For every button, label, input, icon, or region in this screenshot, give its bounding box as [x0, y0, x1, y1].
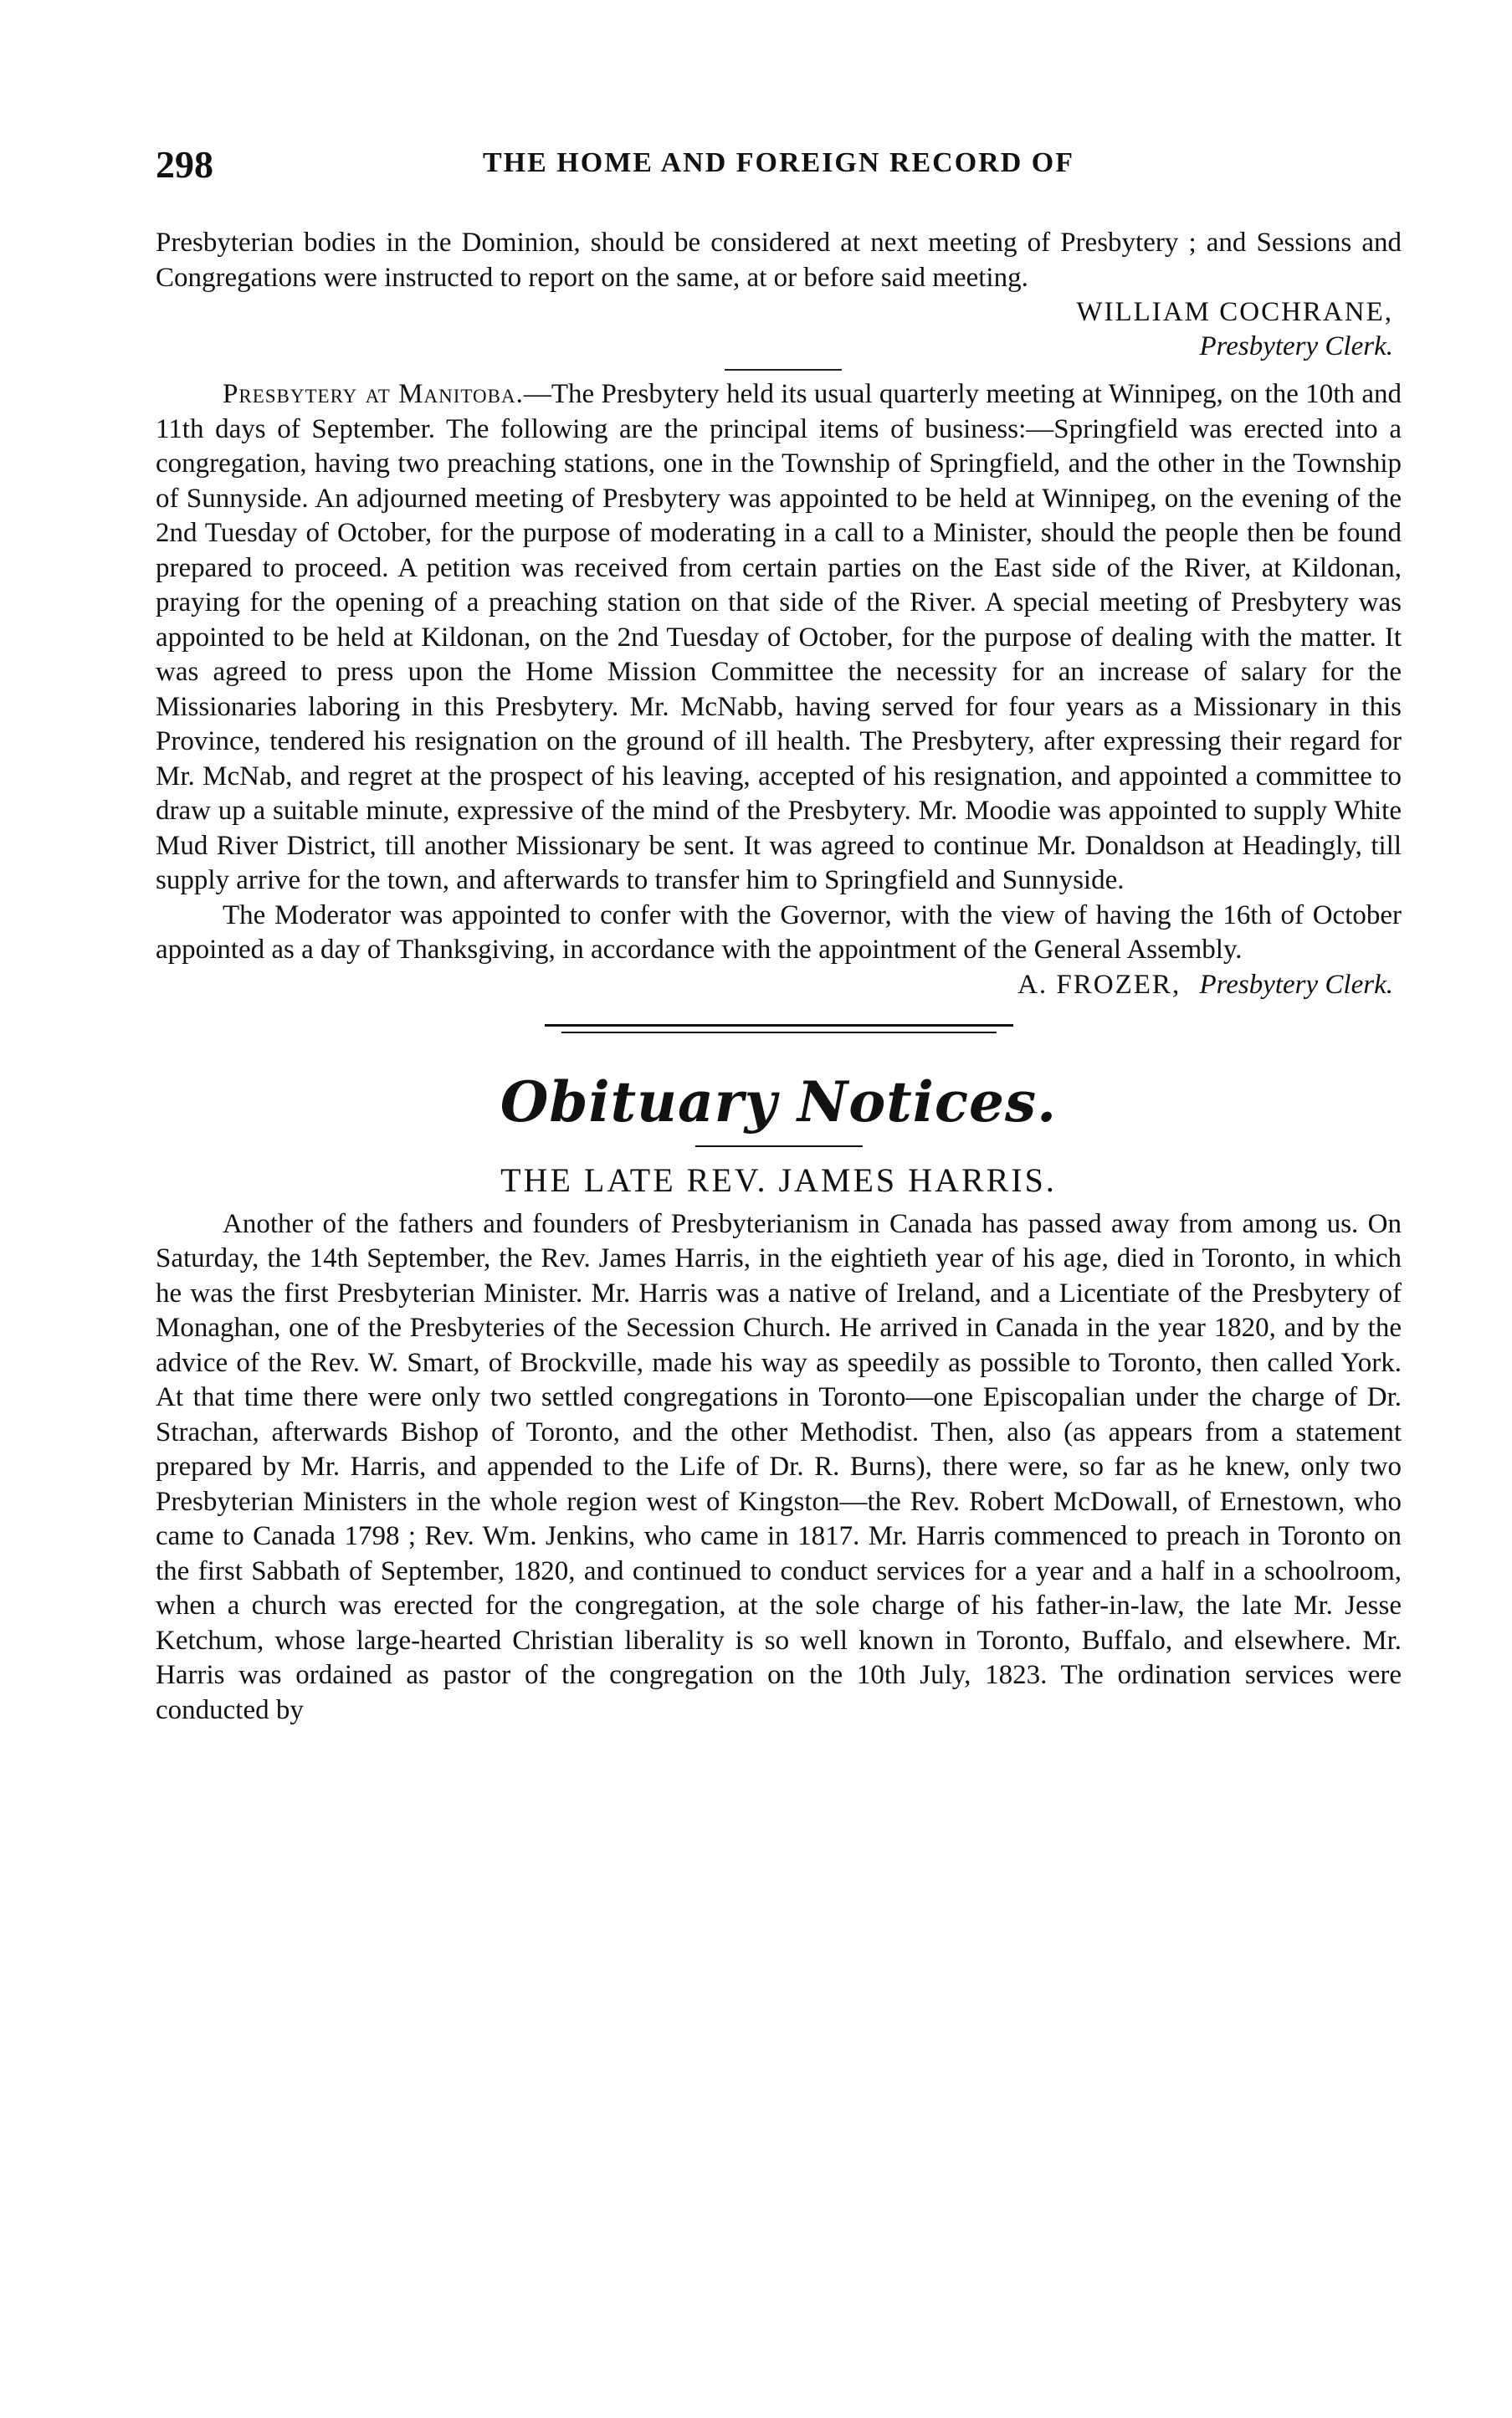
signature-name: WILLIAM COCHRANE,: [1076, 297, 1393, 327]
section-heading: Obituary Notices.: [500, 1068, 1058, 1135]
obituary-paragraph: Another of the fathers and founders of Presbyterianism in Canada has passed away from among us. On Saturday, the 14th September, the Rev. James Harris, in the eightieth year of his age, died in Toronto, in which he was the first Presbyterian Minister. Mr. Harris was a native of Ireland, and a Licentiate of the Presbytery of Monaghan, one of the Presbyteries of the Secession Church. He arrived in Canada in the year 1820, and by the advice of the Rev. W. Smart, of Brockville, made his way as speedily as possible to Toronto, then called York. At that time there were only two settled congregations in Toronto—one Episcopalian under the charge of Dr. Strachan, afterwards Bishop of Toronto, and the other Methodist. Then, also (as appears from a statement prepared by Mr. Harris, and appended to the Life of Dr. R. Burns), there were, so far as he knew, only two Presbyterian Ministers in the whole region west of Kingston—the Rev. Robert McDowall, of Ernestown, who came to Canada 1798 ; Rev. Wm. Jenkins, who came in 1817. Mr. Harris commenced to preach in Toronto on the first Sabbath of September, 1820, and continued to conduct services for a year and a half in a schoolroom, when a church was erected for the congregation, at the sole charge of his father-in-law, the late Mr. Jesse Ketchum, whose large-hearted Christian liberality is so well known in Toronto, Buffalo, and elsewhere. Mr. Harris was ordained as pastor of the congregation on the 10th July, 1823. The ordination services were conducted by: [156, 1208, 1402, 1725]
section-divider: [545, 1024, 1013, 1027]
signature-role: Presbytery Clerk.: [1199, 331, 1393, 361]
cochrane-signature: [156, 295, 1402, 364]
thanksgiving-paragraph: The Moderator was appointed to confer with the Governor, with the view of having the 16th of October appointed as a day of Thanksgiving, in accordance with the appointment of the General Assembly.: [156, 899, 1402, 965]
manitoba-body: —The Presbytery held its usual quarterly meeting at Winnipeg, on the 10th and 11th days of September. The following are the principal items of business:—Springfield was erected into a congregation, having two preaching stations, one in the Township of Springfield, and the other in the Township of Sunnyside. An adjourned meeting of Presbytery was appointed to be held at Winnipeg, on the evening of the 2nd Tuesday of October, for the purpose of moderating in a call to a Minister, should the people then be found prepared to proceed. A petition was received from certain parties on the East side of the River, at Kildonan, praying for the opening of a preaching station on that side of the River. A special meeting of Presbytery was appointed to be held at Kildonan, on the 2nd Tuesday of October, for the purpose of dealing with the matter. It was agreed to press upon the Home Mission Committee the necessity for an increase of salary for the Missionaries laboring in this Presbytery. Mr. McNabb, having served for four years as a Missionary in this Province, tendered his resignation on the ground of ill health. The Presbytery, after expressing their regard for Mr. McNab, and regret at the prospect of his leaving, accepted of his resignation, and appointed a committee to draw up a suitable minute, expressive of the mind of the Presbytery. Mr. Moodie was appointed to supply White Mud River District, till another Missionary be sent. It was agreed to continue Mr. Donaldson at Headingly, till supply arrive for the town, and afterwards to transfer him to Springfield and Sunnyside.: [156, 379, 1402, 895]
manitoba-lead: Presbytery at Manitoba.: [223, 379, 524, 409]
journal-title: THE HOME AND FOREIGN RECORD OF: [483, 147, 1074, 178]
running-head: [156, 142, 1402, 192]
page-number: 298: [156, 143, 213, 186]
text-column: [156, 226, 1402, 1728]
frozer-signature: [156, 968, 1402, 1002]
article-title: THE LATE REV. JAMES HARRIS.: [500, 1160, 1057, 1199]
manitoba-paragraph: [156, 377, 1402, 899]
continuation-paragraph: Presbyterian bodies in the Dominion, should be considered at next meeting of Presbytery ; and Sessions and Congregations were instructed to report on the same, at or before said meeting.: [156, 228, 1402, 293]
signature-role: Presbytery Clerk.: [1199, 969, 1393, 1000]
short-divider: [725, 369, 842, 371]
signature-name: A. FROZER,: [1017, 969, 1181, 1000]
section-divider-lower: [561, 1032, 997, 1033]
heading-divider: [695, 1145, 863, 1147]
